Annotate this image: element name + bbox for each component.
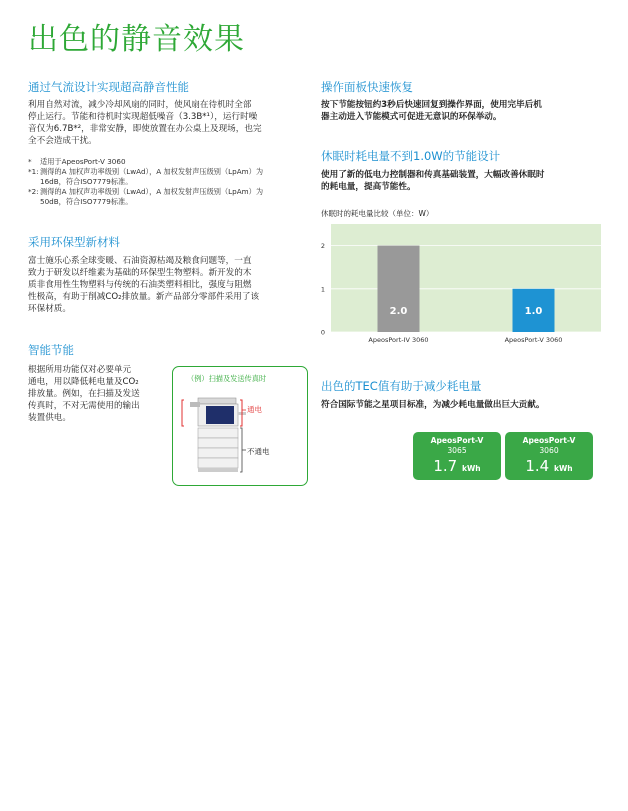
tec-model-line1: ApeosPort-V: [430, 436, 484, 445]
chart-value-label: 1.0: [524, 306, 543, 317]
chart-plot-area: [331, 224, 601, 332]
chart-y-tick-label: 2: [320, 242, 325, 251]
tec-model-line2: 3060: [539, 446, 559, 455]
tec-model-line2: 3065: [447, 446, 467, 455]
sleep-body: [321, 169, 606, 193]
text-line: 富士施乐心系全球变暖、石油资源枯竭及粮食问题等，一直: [28, 256, 252, 266]
tec-model-line1: ApeosPort-V: [522, 436, 576, 445]
chart-y-tick-label: 0: [320, 328, 325, 337]
text-line: 致力于研发以纤维素为基础的环保型生物塑料。新开发的木: [28, 268, 252, 278]
diagram-label: （例）扫描及发送传真时: [187, 374, 267, 383]
footnote-key: *2:: [28, 187, 39, 196]
tec-value: 1.7: [433, 457, 458, 475]
airflow-body: [28, 99, 310, 147]
text-line: 停止运行。节能和待机时实现超低噪音（3.3B*¹），运行时噪: [28, 112, 258, 122]
airflow-heading: 通过气流设计实现超高静音性能: [28, 80, 189, 94]
chart-value-label: 2.0: [389, 306, 408, 317]
text-line: 的耗电量，提高节能性。: [321, 182, 416, 192]
tec-unit: kWh: [462, 464, 481, 473]
footnote-cont: [28, 177, 310, 187]
footnote: [28, 187, 310, 197]
footnote-text: 测得的A 加权声功率级别（LwAd），A 加权发射声压级别（LpAm）为: [40, 187, 264, 196]
smart-heading: 智能节能: [28, 343, 74, 357]
text-line: 使用了新的低电力控制器和传真基础装置，大幅改善休眠时: [321, 170, 545, 180]
sleep-power-chart: [313, 218, 605, 350]
chart-bar: [378, 246, 420, 332]
footnote: [28, 157, 310, 167]
tec-value: 1.4: [525, 457, 550, 475]
panel-body: [321, 99, 606, 123]
text-line: 器主动进入节能模式可促进无意识的环保举动。: [321, 112, 502, 122]
text-line: 环保材质。: [28, 304, 71, 314]
text-line: 利用自然对流，减少冷却风扇的同时，使风扇在待机时全部: [28, 100, 252, 110]
text-line: 按下节能按钮约3秒后快速回复到操作界面，使用完毕后机: [321, 100, 542, 110]
footnote-text: 16dB，符合ISO7779标准。: [40, 177, 133, 186]
footnote-text: 测得的A 加权声功率级别（LwAd），A 加权发射声压级别（LpAm）为: [40, 167, 264, 176]
text-line: 通电，用以降低耗电量及CO₂: [28, 377, 139, 387]
footnote-key: *: [28, 157, 32, 166]
text-line: 性极高，有助于削减CO₂排放量。新产品部分零部件采用了该: [28, 292, 260, 302]
chart-title: 休眠时的耗电量比较（单位：W）: [321, 209, 434, 218]
chart-y-tick-label: 1: [320, 285, 325, 294]
tec-heading: 出色的TEC值有助于减少耗电量: [321, 379, 482, 393]
text-line: 质非食用性生物塑料与传统的石油类塑料相比，强度与阻燃: [28, 280, 252, 290]
smart-body: [28, 364, 170, 424]
tec-body: [321, 399, 606, 411]
text-line: 传真时，不对无需使用的输出: [28, 401, 140, 411]
eco-body: [28, 255, 312, 315]
footnote-text: 50dB，符合ISO7779标准。: [40, 197, 133, 206]
printer-illustration: [176, 386, 306, 482]
footnote-key: *1:: [28, 167, 39, 176]
text-line: 根据所用功能仅对必要单元: [28, 365, 132, 375]
chart-x-tick-label: ApeosPort-IV 3060: [368, 336, 429, 344]
text-line: 符合国际节能之星项目标准，为减少耗电量做出巨大贡献。: [321, 400, 545, 410]
sleep-heading: 休眠时耗电量不到1.0W的节能设计: [321, 149, 501, 163]
chart-x-tick-label: ApeosPort-V 3060: [504, 336, 563, 344]
unpowered-label: 不通电: [247, 447, 270, 456]
tec-value-wrap: [413, 457, 501, 478]
text-line: 音仅为6.7B*²，非常安静，即使放置在办公桌上及现场，也完: [28, 124, 262, 134]
text-line: 排放量。例如，在扫描及发送: [28, 389, 140, 399]
footnote-text: 适用于ApeosPort-V 3060: [40, 157, 126, 166]
eco-heading: 采用环保型新材料: [28, 235, 120, 249]
tec-box-3065: [413, 432, 501, 480]
footnote-cont: [28, 197, 310, 207]
tec-value-wrap: [505, 457, 593, 478]
text-line: 全不会造成干扰。: [28, 136, 97, 146]
powered-label: 通电: [247, 405, 262, 414]
text-line: 装置供电。: [28, 413, 71, 423]
tec-unit: kWh: [554, 464, 573, 473]
footnote: [28, 167, 310, 177]
airflow-notes: [28, 157, 310, 207]
panel-heading: 操作面板快速恢复: [321, 80, 413, 94]
page-title: 出色的静音效果: [28, 22, 245, 57]
tec-box-3060: [505, 432, 593, 480]
